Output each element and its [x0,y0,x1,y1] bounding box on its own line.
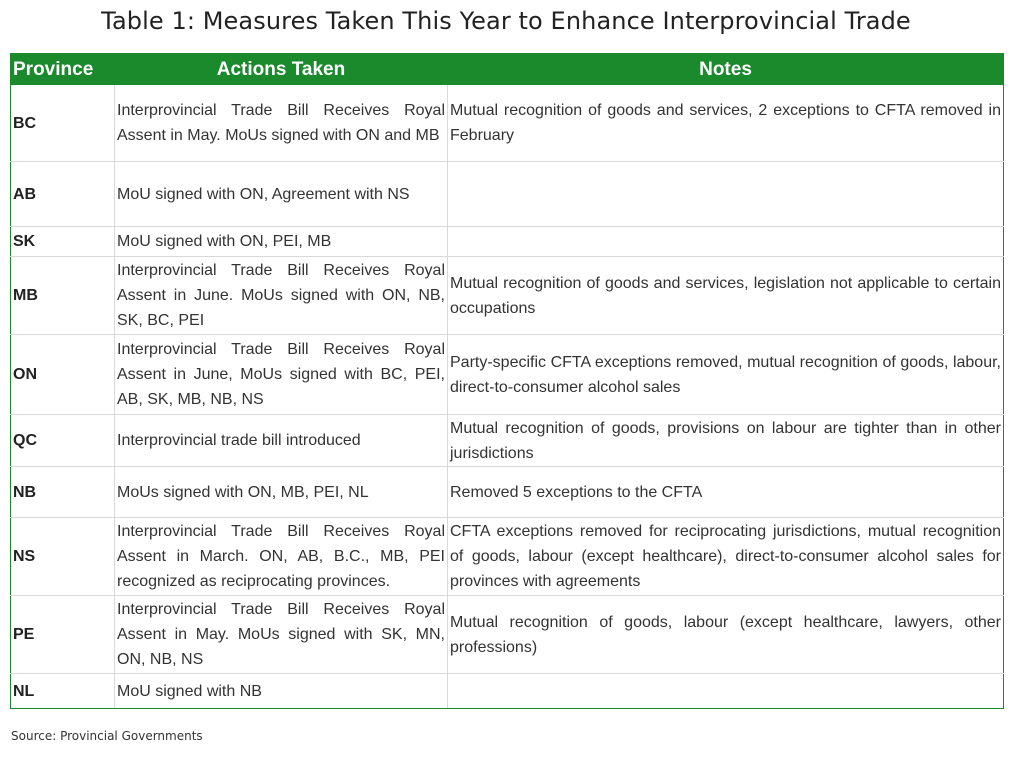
table-row [11,227,1004,257]
actions-cell: MoU signed with NB [115,674,448,709]
source-note: Source: Provincial Governments [11,729,203,743]
notes-cell [448,162,1004,227]
table-row [11,85,1004,162]
province-cell: ON [11,335,115,415]
table-row [11,596,1004,674]
province-cell: NL [11,674,115,709]
measures-table [10,53,1004,709]
table-row [11,518,1004,596]
table-row [11,415,1004,467]
province-cell: NS [11,518,115,596]
actions-cell: Interprovincial Trade Bill Receives Royal Assent in May. MoUs signed with SK, MN, ON, NB, NS [115,596,448,674]
table-header-row [11,54,1004,85]
actions-cell: Interprovincial Trade Bill Receives Royal Assent in March. ON, AB, B.C., MB, PEI recognized as reciprocating provinces. [115,518,448,596]
notes-cell [448,674,1004,709]
table-row [11,162,1004,227]
actions-cell: Interprovincial Trade Bill Receives Royal Assent in June. MoUs signed with ON, NB, SK, BC, PEI [115,257,448,335]
column-header-province: Province [11,54,115,85]
notes-cell: Mutual recognition of goods and services, 2 exceptions to CFTA removed in February [448,85,1004,162]
province-cell: AB [11,162,115,227]
notes-cell: Party-specific CFTA exceptions removed, mutual recognition of goods, labour, direct-to-consumer alcohol sales [448,335,1004,415]
notes-cell [448,227,1004,257]
actions-cell: Interprovincial trade bill introduced [115,415,448,467]
table-row [11,257,1004,335]
province-cell: MB [11,257,115,335]
actions-cell: MoUs signed with ON, MB, PEI, NL [115,467,448,518]
page-title: Table 1: Measures Taken This Year to Enhance Interprovincial Trade [101,7,911,35]
notes-cell: Mutual recognition of goods and services, legislation not applicable to certain occupations [448,257,1004,335]
actions-cell: Interprovincial Trade Bill Receives Royal Assent in June, MoUs signed with BC, PEI, AB, SK, MB, NB, NS [115,335,448,415]
table-row [11,467,1004,518]
table-row [11,335,1004,415]
actions-cell: MoU signed with ON, Agreement with NS [115,162,448,227]
province-cell: QC [11,415,115,467]
province-cell: SK [11,227,115,257]
column-header-notes: Notes [448,54,1004,85]
column-header-actions: Actions Taken [115,54,448,85]
notes-cell: CFTA exceptions removed for reciprocating jurisdictions, mutual recognition of goods, labour (except healthcare), direct-to-consumer alcohol sales for provinces with agreements [448,518,1004,596]
actions-cell: MoU signed with ON, PEI, MB [115,227,448,257]
province-cell: BC [11,85,115,162]
notes-cell: Removed 5 exceptions to the CFTA [448,467,1004,518]
table-row [11,674,1004,709]
province-cell: NB [11,467,115,518]
province-cell: PE [11,596,115,674]
notes-cell: Mutual recognition of goods, labour (except healthcare, lawyers, other professions) [448,596,1004,674]
notes-cell: Mutual recognition of goods, provisions on labour are tighter than in other jurisdictions [448,415,1004,467]
actions-cell: Interprovincial Trade Bill Receives Royal Assent in May. MoUs signed with ON and MB [115,85,448,162]
